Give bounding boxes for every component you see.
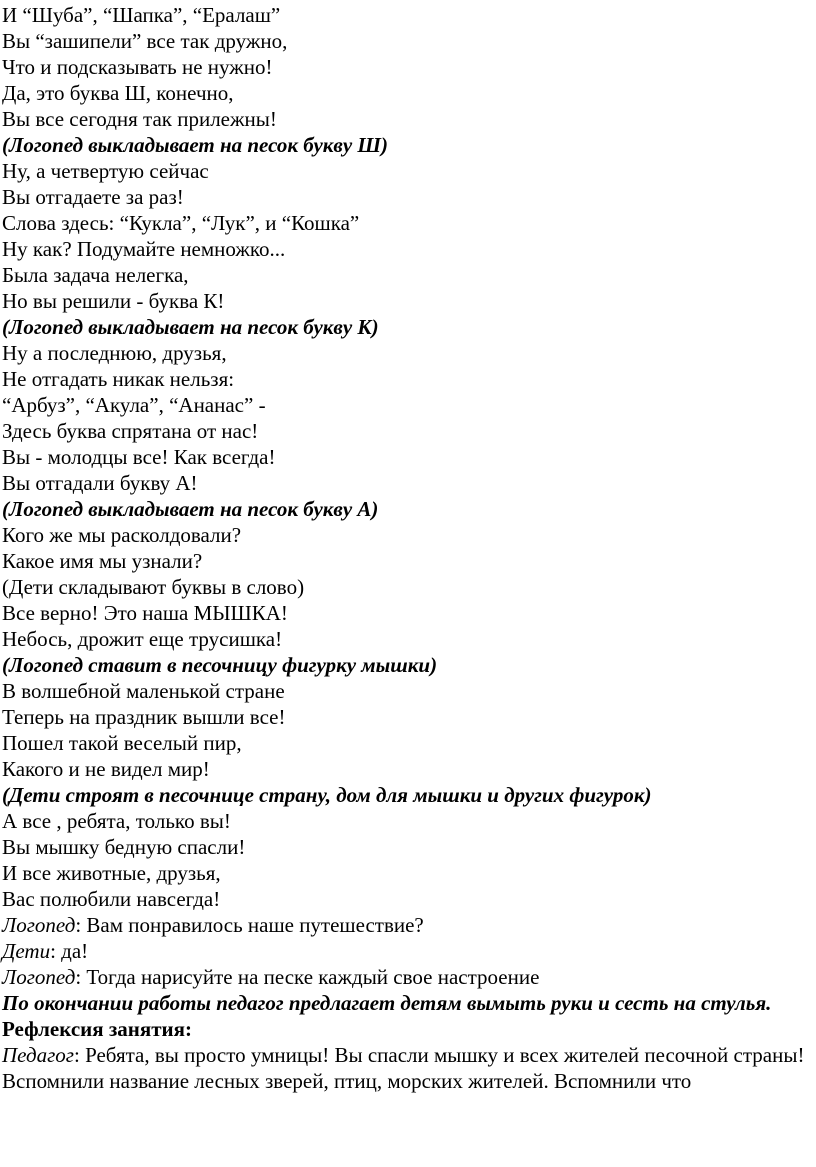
verse-line: “Арбуз”, “Акула”, “Ананас” -: [2, 393, 266, 417]
stage-direction: (Логопед выкладывает на песок букву А): [2, 497, 379, 521]
dialogue-text: : Вам понравилось наше путешествие?: [75, 913, 424, 937]
reflection-heading: Рефлексия занятия:: [2, 1017, 193, 1041]
verse-line: Что и подсказывать не нужно!: [2, 55, 273, 79]
verse-line: Не отгадать никак нельзя:: [2, 367, 235, 391]
verse-line: А все , ребята, только вы!: [2, 809, 231, 833]
verse-line: Пошел такой веселый пир,: [2, 731, 242, 755]
verse-line: Вы отгадаете за раз!: [2, 185, 184, 209]
verse-line: Но вы решили - буква К!: [2, 289, 225, 313]
verse-line: Вы - молодцы все! Как всегда!: [2, 445, 276, 469]
verse-line: (Дети складывают буквы в слово): [2, 575, 305, 599]
speaker-name: Дети: [2, 939, 51, 963]
stage-direction: (Логопед ставит в песочницу фигурку мышки): [2, 653, 438, 677]
verse-line: Слова здесь: “Кукла”, “Лук”, и “Кошка”: [2, 211, 360, 235]
dialogue-line: [2, 938, 816, 964]
verse-line: Ну а последнюю, друзья,: [2, 341, 227, 365]
verse-line: Здесь буква спрятана от нас!: [2, 419, 259, 443]
dialogue-line: [2, 912, 816, 938]
verse-line: Какое имя мы узнали?: [2, 549, 203, 573]
verse-line: Вы мышку бедную спасли!: [2, 835, 246, 859]
verse-line: Теперь на праздник вышли все!: [2, 705, 286, 729]
speaker-name: Логопед: [2, 913, 76, 937]
verse-line: Кого же мы расколдовали?: [2, 523, 242, 547]
verse-line: Была задача нелегка,: [2, 263, 189, 287]
stage-direction: (Логопед выкладывает на песок букву К): [2, 315, 379, 339]
dialogue-line: [2, 964, 816, 990]
verse-line: Вас полюбили навсегда!: [2, 887, 221, 911]
verse-line: Небось, дрожит еще трусишка!: [2, 627, 283, 651]
verse-line: И все животные, друзья,: [2, 861, 221, 885]
stage-direction: (Дети строят в песочнице страну, дом для мышки и других фигурок): [2, 783, 652, 807]
reflection-paragraph: [2, 1042, 808, 1094]
verse-line: Вы “зашипели” все так дружно,: [2, 29, 288, 53]
verse-line: Все верно! Это наша МЫШКА!: [2, 601, 288, 625]
verse-line: В волшебной маленькой стране: [2, 679, 285, 703]
reflection-text: : Ребята, вы просто умницы! Вы спасли мышку и всех жителей песочной страны! Вспомнили название лесных зверей, птиц, морских жителей. Вспомнили что: [2, 1043, 805, 1093]
verse-line: Ну как? Подумайте немножко...: [2, 237, 286, 261]
verse-line: Да, это буква Ш, конечно,: [2, 81, 234, 105]
verse-line: И “Шуба”, “Шапка”, “Ералаш”: [2, 3, 281, 27]
dialogue-text: : да!: [50, 939, 89, 963]
stage-direction: (Логопед выкладывает на песок букву Ш): [2, 133, 389, 157]
speaker-name: Педагог: [2, 1043, 74, 1067]
speaker-name: Логопед: [2, 965, 76, 989]
verse-line: Вы все сегодня так прилежны!: [2, 107, 277, 131]
verse-line: Какого и не видел мир!: [2, 757, 210, 781]
dialogue-text: : Тогда нарисуйте на песке каждый свое настроение: [75, 965, 540, 989]
closing-note: По окончании работы педагог предлагает детям вымыть руки и сесть на стулья.: [2, 991, 772, 1015]
verse-line: Вы отгадали букву А!: [2, 471, 198, 495]
verse-line: Ну, а четвертую сейчас: [2, 159, 209, 183]
